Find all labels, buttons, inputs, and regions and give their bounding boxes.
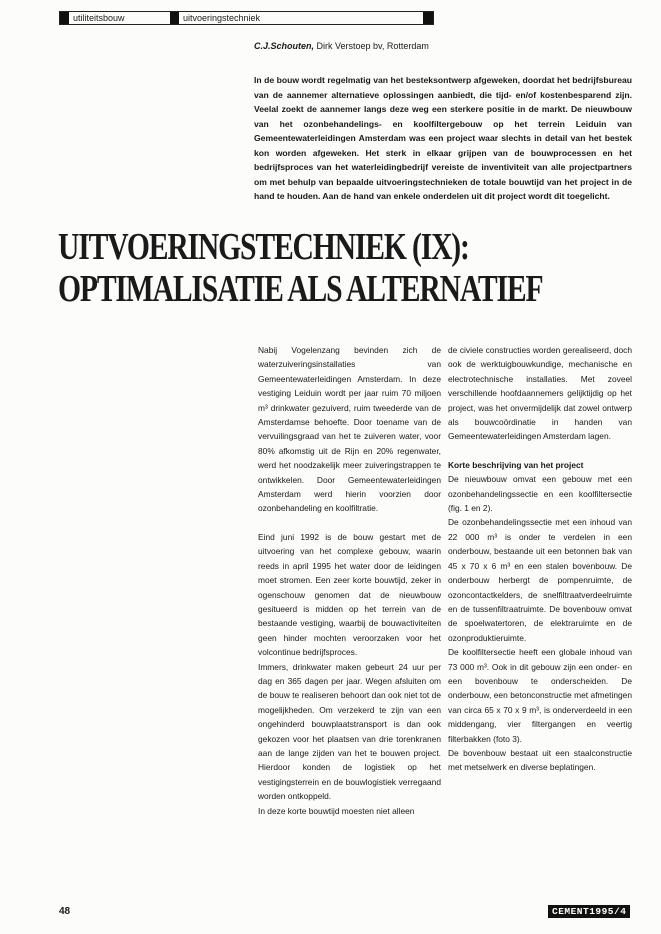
body-paragraph: De ozonbehandelingssectie met een inhoud van 22 000 m³ is onder te verdelen in een onderbouw, bestaande uit een betonnen bak van 45 x 70 x 6 m³ en een stalen bovenbouw. De onderbouw herbergt de pompenruimte, de ozoncontactkelders, de snelfiltraatverdeelruimte en de tussenfiltraatruimte. De bovenbouw omvat de spoelwatertoren, de elektraruimte en de ozonproduktieruimte. bbox=[448, 517, 632, 643]
body-paragraph: In deze korte bouwtijd moesten niet alleen bbox=[258, 805, 415, 816]
body-paragraph: de civiele constructies worden gerealiseerd, doch ook de werktuigbouwkundige, mechanische en electrotechnische installaties. Met zoveel verschillende hoofdaannemers gelijktijdig op het project, was het onvermijdelijk dat zowel ontwerp als bouwcoördinatie in handen van Gemeentewaterleidingen Amsterdam lagen. bbox=[448, 345, 632, 442]
body-column-right bbox=[448, 343, 632, 775]
body-paragraph: Eind juni 1992 is de bouw gestart met de uitvoering van het complexe gebouw, waarin reeds in april 1995 het water door de leidingen moet stromen. Een zeer korte bouwtijd, zeker in ogenschouw genomen dat de nieuwbouw gesitueerd is midden op het terrein van de bestaande vestiging, waarbij de bouwactiviteiten geen hinder mochten veroorzaken voor het volcontinue bedrijfsproces. bbox=[258, 531, 441, 658]
author-affiliation: Dirk Verstoep bv, Rotterdam bbox=[316, 41, 429, 51]
body-paragraph: De koolfiltersectie heeft een globale inhoud van 73 000 m³. Ook in dit gebouw zijn een onder- en een bovenbouw te onderscheiden. De onderbouw, een betonconstructie met afmetingen van circa 65 x 70 x 9 m³, is onderverdeeld in een middengang, vier filtergangen en veertig filterbakken (foto 3). bbox=[448, 647, 632, 744]
section-header bbox=[59, 11, 434, 25]
section-tab bbox=[60, 12, 170, 24]
article-title bbox=[58, 226, 543, 310]
section-subheading: Korte beschrijving van het project bbox=[448, 459, 584, 470]
body-paragraph: De bovenbouw bestaat uit een staalconstructie met metselwerk en diverse beplatingen. bbox=[448, 747, 632, 773]
body-paragraph: De nieuwbouw omvat een gebouw met een ozonbehandelingssectie en een koolfiltersectie (fig. 1 en 2). bbox=[448, 474, 632, 514]
subsection-label: uitvoeringstechniek bbox=[183, 13, 261, 23]
byline bbox=[254, 41, 429, 51]
body-paragraph: Nabij Vogelenzang bevinden zich de waterzuiveringsinstallaties van Gemeentewaterleidingen Amsterdam. In deze vestiging Leiduin wordt per jaar ruim 70 miljoen m³ drinkwater gezuiverd, ruim tweederde van de Amsterdamse behoefte. Door toename van de vervuilingsgraad van het te zuiveren water, voor 80% afkomstig uit de Rijn en 20% regenwater, werd het noodzakelijk meer zuiveringstrappen te ontwikkelen. Door Gemeentewaterleidingen Amsterdam werd hierin voorzien door ozonbehandeling en koolfiltratie. bbox=[258, 345, 441, 514]
page-number: 48 bbox=[59, 906, 71, 917]
header-end-marker bbox=[423, 12, 433, 24]
title-line-2: OPTIMALISATIE ALS ALTERNATIEF bbox=[58, 268, 543, 310]
subsection-tab bbox=[170, 12, 423, 24]
lede-paragraph: In de bouw wordt regelmatig van het besteksontwerp afgeweken, doordat het bedrijfsbureau van de aannemer alternatieve oplossingen aanbiedt, die tijd- en/of kostenbesparend zijn. Veelal zoekt de aannemer langs deze weg een sterkere positie in de markt. De nieuwbouw van het ozonbehandelings- en koolfiltergebouw op het terrein Leiduin van Gemeentewaterleidingen Amsterdam was een project waar slechts in detail van het bestek kon worden afgeweken. Het sterk in elkaar grijpen van de bouwprocessen en het bedrijfsproces van het waterleidingbedrijf vereiste de inventiviteit van alle projectpartners om met behulp van bepaalde uitvoeringstechnieken de totale bouwtijd van het project in de hand te houden. Aan de hand van enkele onderdelen uit dit project wordt dit toegelicht. bbox=[254, 75, 632, 201]
author-name: C.J.Schouten, bbox=[254, 41, 315, 51]
journal-issue: CEMENT1995/4 bbox=[548, 905, 630, 918]
body-column-left bbox=[258, 343, 441, 818]
body-paragraph: Immers, drinkwater maken gebeurt 24 uur per dag en 365 dagen per jaar. Wegen afsluiten om de bouw te realiseren behoort dan ook niet tot de mogelijkheden. Om verzekerd te zijn van een ongehinderd bouwplaatstransport is dan ook gekozen voor het plaatsen van drie torenkranen aan de lange zijden van het te bouwen project. Hierdoor konden de logistiek op het vestigingsterrein en de bouwlogistiek verregaand worden ontkoppeld. bbox=[258, 661, 441, 802]
section-label: utiliteitsbouw bbox=[73, 13, 125, 23]
title-line-1: UITVOERINGSTECHNIEK (IX): bbox=[58, 226, 469, 268]
subsection-marker bbox=[170, 12, 179, 24]
section-marker bbox=[60, 12, 69, 24]
